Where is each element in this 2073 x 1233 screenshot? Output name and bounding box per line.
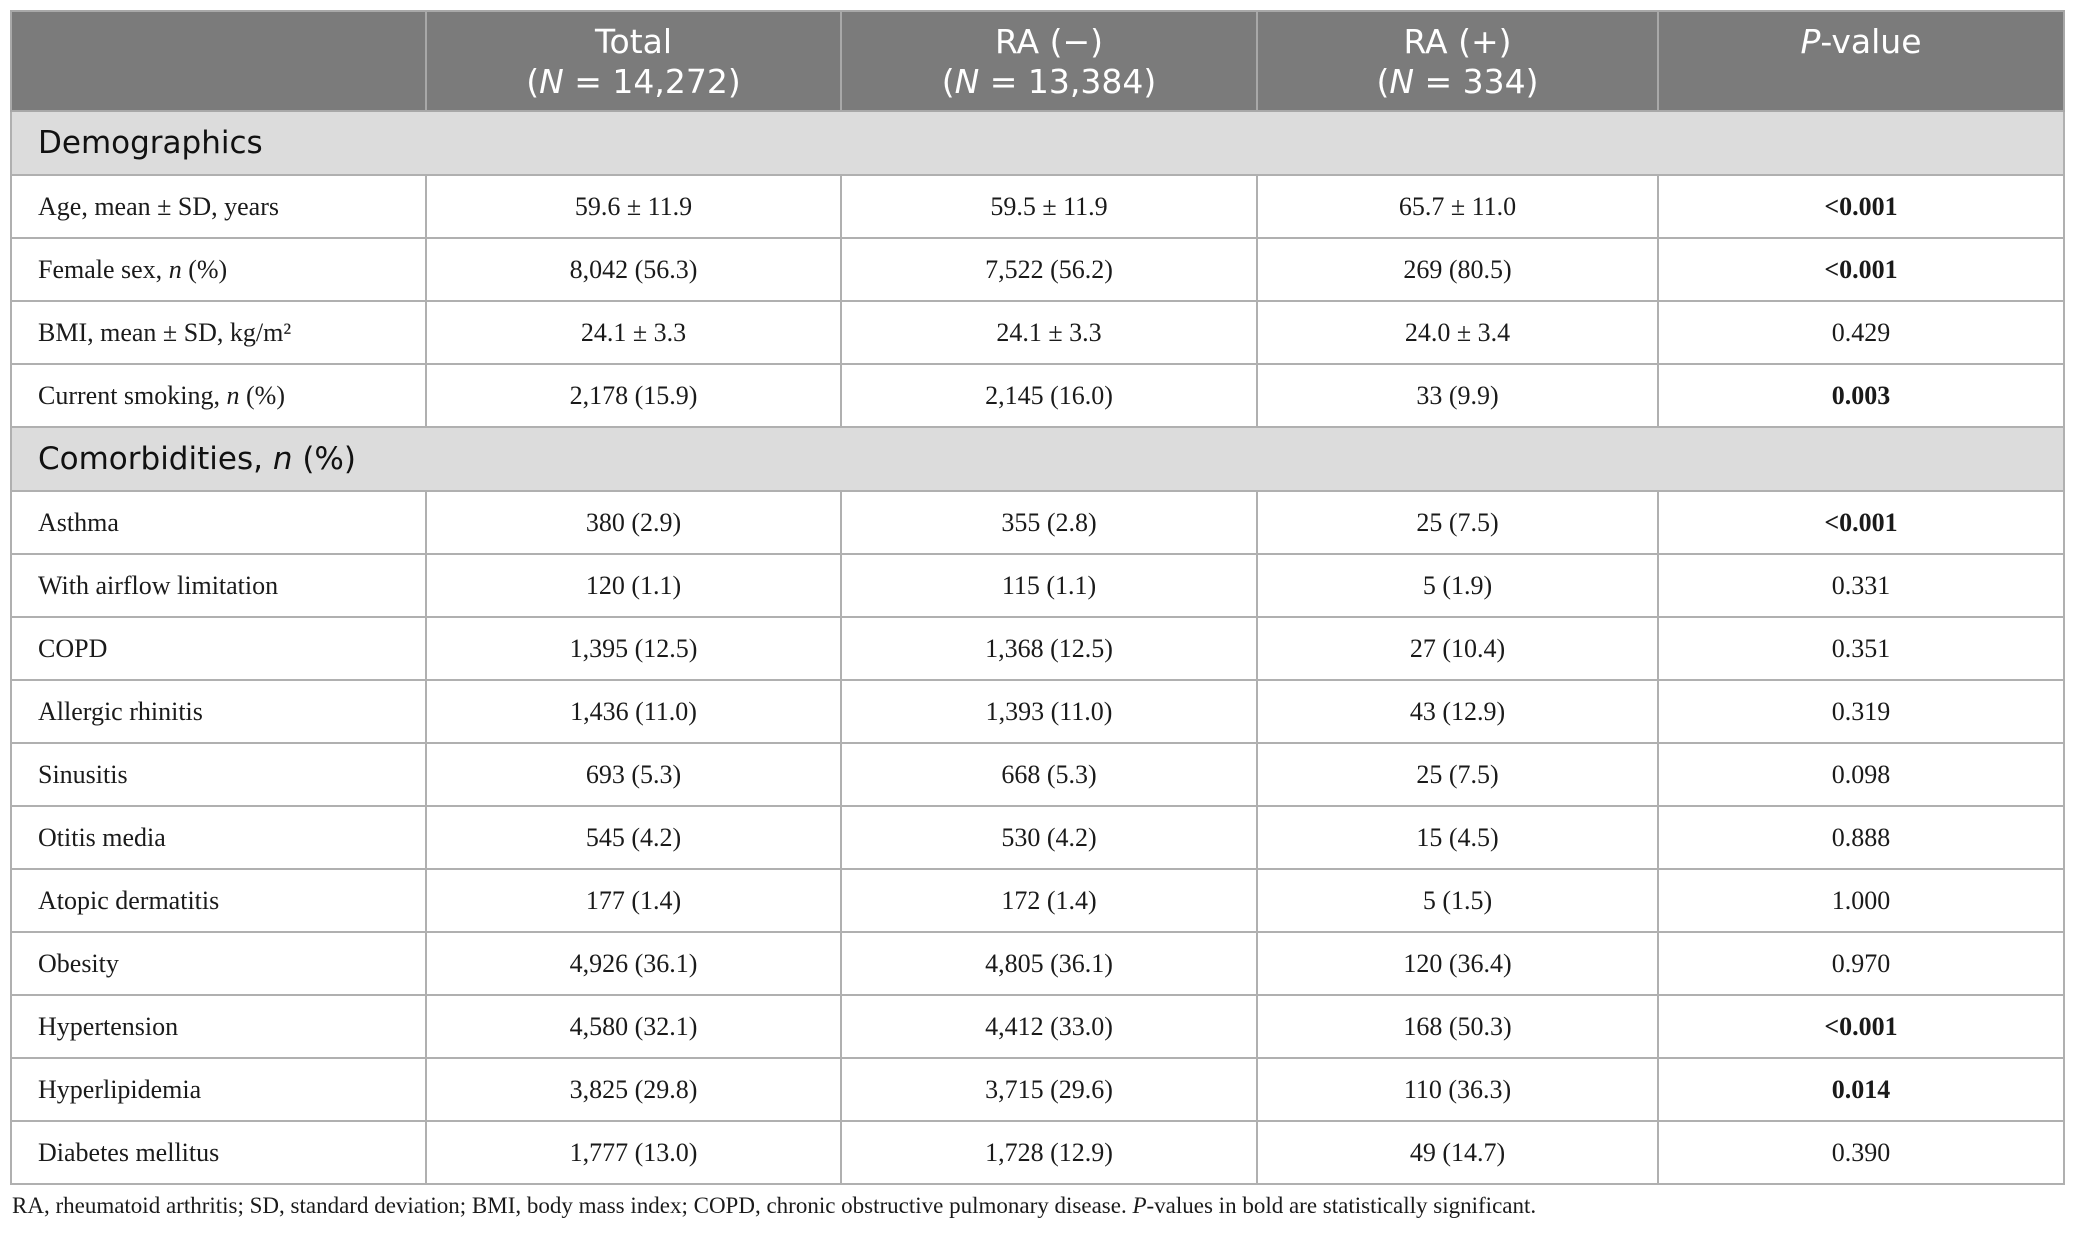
header-cell-total bbox=[426, 11, 841, 111]
table-container bbox=[10, 10, 2063, 1185]
cell-p-value: 0.319 bbox=[1658, 680, 2064, 743]
row-label: Asthma bbox=[11, 491, 426, 554]
cell-ra-positive: 43 (12.9) bbox=[1257, 680, 1658, 743]
row-label: Sinusitis bbox=[11, 743, 426, 806]
cell-ra-positive: 269 (80.5) bbox=[1257, 238, 1658, 301]
cell-total: 59.6 ± 11.9 bbox=[426, 175, 841, 238]
cell-ra-positive: 120 (36.4) bbox=[1257, 932, 1658, 995]
cell-p-value: <0.001 bbox=[1658, 491, 2064, 554]
cell-total: 120 (1.1) bbox=[426, 554, 841, 617]
cell-total: 4,580 (32.1) bbox=[426, 995, 841, 1058]
cell-total: 380 (2.9) bbox=[426, 491, 841, 554]
header-cell-p-value bbox=[1658, 11, 2064, 111]
row-label: COPD bbox=[11, 617, 426, 680]
section-title: Comorbidities, n (%) bbox=[11, 427, 2064, 491]
cell-ra-negative: 24.1 ± 3.3 bbox=[841, 301, 1257, 364]
cell-ra-positive: 110 (36.3) bbox=[1257, 1058, 1658, 1121]
header-row bbox=[11, 11, 2064, 111]
cell-total: 4,926 (36.1) bbox=[426, 932, 841, 995]
cell-ra-negative: 1,368 (12.5) bbox=[841, 617, 1257, 680]
cell-ra-negative: 1,728 (12.9) bbox=[841, 1121, 1257, 1184]
cell-ra-positive: 5 (1.9) bbox=[1257, 554, 1658, 617]
row-label: Otitis media bbox=[11, 806, 426, 869]
table-row bbox=[11, 995, 2064, 1058]
cell-ra-positive: 27 (10.4) bbox=[1257, 617, 1658, 680]
header-total-count: (N = 14,272) bbox=[526, 62, 741, 101]
cell-ra-negative: 7,522 (56.2) bbox=[841, 238, 1257, 301]
cell-total: 3,825 (29.8) bbox=[426, 1058, 841, 1121]
cell-p-value: 0.351 bbox=[1658, 617, 2064, 680]
row-label: Hypertension bbox=[11, 995, 426, 1058]
cell-ra-negative: 172 (1.4) bbox=[841, 869, 1257, 932]
header-cell-ra-positive bbox=[1257, 11, 1658, 111]
header-total-title: Total bbox=[594, 22, 673, 61]
section-row bbox=[11, 111, 2064, 175]
table-row bbox=[11, 491, 2064, 554]
cell-ra-negative: 3,715 (29.6) bbox=[841, 1058, 1257, 1121]
table-row bbox=[11, 869, 2064, 932]
cell-p-value: <0.001 bbox=[1658, 175, 2064, 238]
table-row bbox=[11, 617, 2064, 680]
cell-p-value: 0.970 bbox=[1658, 932, 2064, 995]
cell-p-value: 0.003 bbox=[1658, 364, 2064, 427]
row-label: Age, mean ± SD, years bbox=[11, 175, 426, 238]
baseline-characteristics-table bbox=[10, 10, 2065, 1185]
table-header bbox=[11, 11, 2064, 111]
cell-ra-positive: 24.0 ± 3.4 bbox=[1257, 301, 1658, 364]
cell-ra-negative: 4,412 (33.0) bbox=[841, 995, 1257, 1058]
row-label: BMI, mean ± SD, kg/m² bbox=[11, 301, 426, 364]
section-title: Demographics bbox=[11, 111, 2064, 175]
cell-p-value: 0.390 bbox=[1658, 1121, 2064, 1184]
row-label: Diabetes mellitus bbox=[11, 1121, 426, 1184]
cell-ra-negative: 1,393 (11.0) bbox=[841, 680, 1257, 743]
cell-ra-positive: 25 (7.5) bbox=[1257, 743, 1658, 806]
cell-ra-positive: 168 (50.3) bbox=[1257, 995, 1658, 1058]
header-ra-positive-title: RA (+) bbox=[1403, 22, 1512, 61]
cell-ra-negative: 530 (4.2) bbox=[841, 806, 1257, 869]
cell-p-value: <0.001 bbox=[1658, 995, 2064, 1058]
row-label: Obesity bbox=[11, 932, 426, 995]
row-label: With airflow limitation bbox=[11, 554, 426, 617]
table-row bbox=[11, 680, 2064, 743]
cell-total: 2,178 (15.9) bbox=[426, 364, 841, 427]
row-label: Hyperlipidemia bbox=[11, 1058, 426, 1121]
row-label: Atopic dermatitis bbox=[11, 869, 426, 932]
header-ra-positive-count: (N = 334) bbox=[1376, 62, 1539, 101]
table-row bbox=[11, 743, 2064, 806]
cell-p-value: 1.000 bbox=[1658, 869, 2064, 932]
table-row bbox=[11, 932, 2064, 995]
cell-p-value: 0.331 bbox=[1658, 554, 2064, 617]
cell-ra-negative: 115 (1.1) bbox=[841, 554, 1257, 617]
table-row bbox=[11, 301, 2064, 364]
header-ra-negative-title: RA (−) bbox=[994, 22, 1104, 61]
cell-ra-positive: 65.7 ± 11.0 bbox=[1257, 175, 1658, 238]
header-p-value-title: P-value bbox=[1800, 22, 1922, 61]
cell-ra-positive: 25 (7.5) bbox=[1257, 491, 1658, 554]
header-cell-ra-negative bbox=[841, 11, 1257, 111]
header-ra-negative-count: (N = 13,384) bbox=[941, 62, 1157, 101]
row-label: Current smoking, n (%) bbox=[11, 364, 426, 427]
cell-ra-positive: 15 (4.5) bbox=[1257, 806, 1658, 869]
cell-total: 1,436 (11.0) bbox=[426, 680, 841, 743]
table-footnote: RA, rheumatoid arthritis; SD, standard deviation; BMI, body mass index; COPD, chronic obstructive pulmonary disease. P-values in bold are statistically significant. bbox=[12, 1193, 1537, 1218]
table-row bbox=[11, 1058, 2064, 1121]
cell-total: 8,042 (56.3) bbox=[426, 238, 841, 301]
cell-total: 24.1 ± 3.3 bbox=[426, 301, 841, 364]
cell-ra-positive: 49 (14.7) bbox=[1257, 1121, 1658, 1184]
cell-p-value: <0.001 bbox=[1658, 238, 2064, 301]
cell-p-value: 0.888 bbox=[1658, 806, 2064, 869]
cell-total: 1,777 (13.0) bbox=[426, 1121, 841, 1184]
table-body bbox=[11, 111, 2064, 1184]
cell-ra-negative: 2,145 (16.0) bbox=[841, 364, 1257, 427]
cell-p-value: 0.098 bbox=[1658, 743, 2064, 806]
row-label: Female sex, n (%) bbox=[11, 238, 426, 301]
cell-ra-positive: 33 (9.9) bbox=[1257, 364, 1658, 427]
cell-ra-negative: 355 (2.8) bbox=[841, 491, 1257, 554]
table-row bbox=[11, 238, 2064, 301]
table-row bbox=[11, 554, 2064, 617]
header-cell-label bbox=[11, 11, 426, 111]
section-row bbox=[11, 427, 2064, 491]
cell-ra-negative: 59.5 ± 11.9 bbox=[841, 175, 1257, 238]
cell-ra-positive: 5 (1.5) bbox=[1257, 869, 1658, 932]
cell-ra-negative: 668 (5.3) bbox=[841, 743, 1257, 806]
row-label: Allergic rhinitis bbox=[11, 680, 426, 743]
cell-total: 693 (5.3) bbox=[426, 743, 841, 806]
table-row bbox=[11, 364, 2064, 427]
cell-total: 177 (1.4) bbox=[426, 869, 841, 932]
table-row bbox=[11, 806, 2064, 869]
cell-ra-negative: 4,805 (36.1) bbox=[841, 932, 1257, 995]
cell-p-value: 0.429 bbox=[1658, 301, 2064, 364]
table-row bbox=[11, 175, 2064, 238]
cell-p-value: 0.014 bbox=[1658, 1058, 2064, 1121]
cell-total: 545 (4.2) bbox=[426, 806, 841, 869]
cell-total: 1,395 (12.5) bbox=[426, 617, 841, 680]
table-row bbox=[11, 1121, 2064, 1184]
